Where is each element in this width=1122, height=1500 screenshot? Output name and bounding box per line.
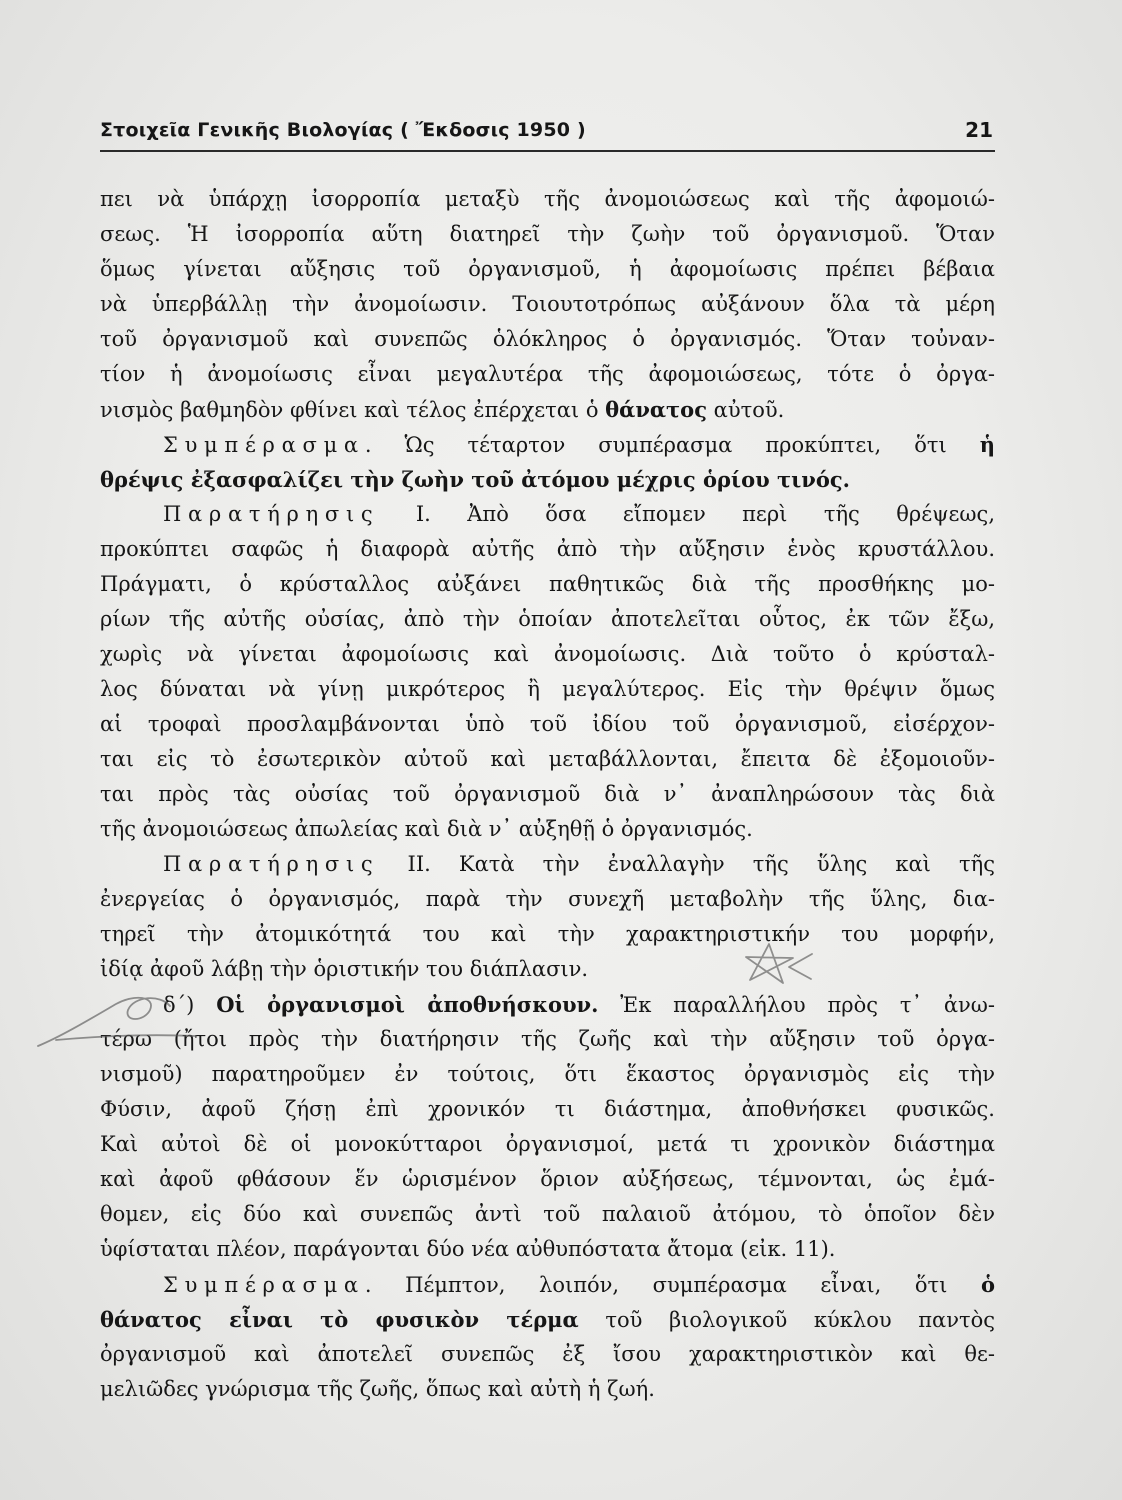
body-text xyxy=(100,182,995,1407)
text-line xyxy=(100,252,995,287)
text-line xyxy=(100,182,995,217)
text-run: ρίων τῆς αὐτῆς οὐσίας, ἀπὸ τὴν ὁποίαν ἀποτελεῖται οὗτος, ἐκ τῶν ἔξω, xyxy=(100,607,995,631)
text-run: χωρὶς νὰ γίνεται ἀφομοίωσις καὶ ἀνομοίωσις. Διὰ τοῦτο ὁ κρύσταλ- xyxy=(100,642,995,666)
text-line xyxy=(100,1197,995,1232)
text-line xyxy=(100,952,995,987)
text-run: ὅμως γίνεται αὔξησις τοῦ ὀργανισμοῦ, ἡ ἀφομοίωσις πρέπει βέβαια xyxy=(100,257,995,281)
text-line xyxy=(100,917,995,952)
text-run: ὑφίσταται πλέον, παράγονται δύο νέα αὐθυπόστατα ἄτομα (εἰκ. 11). xyxy=(100,1237,836,1261)
text-run: προκύπτει σαφῶς ἡ διαφορὰ αὐτῆς ἀπὸ τὴν αὔξησιν ἑνὸς κρυστάλλου. xyxy=(100,537,995,561)
spaced-heading-text: Παρατήρησις xyxy=(163,502,380,526)
text-line xyxy=(100,812,995,847)
text-run: Καὶ αὐτοὶ δὲ οἱ μονοκύτταροι ὀργανισμοί, μετά τι χρονικὸν διάστημα xyxy=(100,1132,995,1156)
page-number: 21 xyxy=(965,118,993,142)
text-line xyxy=(100,427,995,462)
text-run: ἐνεργείας ὁ ὀργανισμός, παρὰ τὴν συνεχῆ μεταβολὴν τῆς ὕλης, δια- xyxy=(100,887,995,911)
text-line xyxy=(100,602,995,637)
text-run: ται εἰς τὸ ἐσωτερικὸν αὐτοῦ καὶ μεταβάλλονται, ἔπειτα δὲ ἐξομοιοῦν- xyxy=(100,747,995,771)
text-line xyxy=(100,1057,995,1092)
text-run: πει νὰ ὑπάρχῃ ἰσορροπία μεταξὺ τῆς ἀνομοιώσεως καὶ τῆς ἀφομοιώ- xyxy=(100,187,995,211)
spaced-heading-text: Συμπέρασμα xyxy=(163,1273,365,1297)
bold-text: θάνατος xyxy=(605,397,707,422)
text-line xyxy=(100,1302,995,1337)
text-run: . Πέμπτον, λοιπόν, συμπέρασμα εἶναι, ὅτι xyxy=(364,1273,981,1297)
header-rule xyxy=(100,150,995,152)
text-run: λος δύναται νὰ γίνῃ μικρότερος ἢ μεγαλύτερος. Εἰς τὴν θρέψιν ὅμως xyxy=(100,677,995,701)
text-line xyxy=(100,672,995,707)
text-line xyxy=(100,322,995,357)
text-run: τίον ἡ ἀνομοίωσις εἶναι μεγαλυτέρα τῆς ἀφομοιώσεως, τότε ὁ ὀργα- xyxy=(100,362,995,386)
text-run: Ἐκ παραλλήλου πρὸς τ᾿ ἀνω- xyxy=(598,993,995,1017)
text-run: τέρω (ἤτοι πρὸς τὴν διατήρησιν τῆς ζωῆς καὶ τὴν αὔξησιν τοῦ ὀργα- xyxy=(100,1027,995,1051)
bold-text: θρέψις ἐξασφαλίζει τὴν ζωὴν τοῦ ἀτόμου μέχρις ὁρίου τινός. xyxy=(100,467,850,492)
text-run: νισμὸς βαθμηδὸν φθίνει καὶ τέλος ἐπέρχεται ὁ xyxy=(100,398,606,422)
text-run: ὀργανισμοῦ καὶ ἀποτελεῖ συνεπῶς ἐξ ἴσου χαρακτηριστικὸν καὶ θε- xyxy=(100,1342,995,1366)
text-line xyxy=(100,742,995,777)
text-line xyxy=(100,707,995,742)
text-run: τηρεῖ τὴν ἀτομικότητά του καὶ τὴν χαρακτηριστικήν του μορφήν, xyxy=(100,922,995,946)
spaced-heading-text: Συμπέρασμα xyxy=(163,433,365,457)
text-run: τοῦ ὀργανισμοῦ καὶ συνεπῶς ὁλόκληρος ὁ ὀργανισμός. Ὅταν τοὐναν- xyxy=(100,327,995,351)
text-line xyxy=(100,777,995,812)
text-run: ΙΙ. Κατὰ τὴν ἐναλλαγὴν τῆς ὕλης καὶ τῆς xyxy=(379,852,995,876)
spaced-heading-text: Παρατήρησις xyxy=(163,852,380,876)
text-line xyxy=(100,847,995,882)
paragraph xyxy=(100,1267,995,1407)
text-run: Φύσιν, ἀφοῦ ζήσῃ ἐπὶ χρονικόν τι διάστημα, ἀποθνήσκει φυσικῶς. xyxy=(100,1097,995,1121)
text-line xyxy=(100,1092,995,1127)
text-line xyxy=(100,637,995,672)
text-run: μελιῶδες γνώρισμα τῆς ζωῆς, ὅπως καὶ αὐτὴ ἡ ζωή. xyxy=(100,1377,655,1401)
text-run: τῆς ἀνομοιώσεως ἀπωλείας καὶ διὰ ν᾿ αὐξηθῇ ὁ ὀργανισμός. xyxy=(100,817,753,841)
text-line xyxy=(100,287,995,322)
text-line xyxy=(100,1022,995,1057)
text-run: ἰδίᾳ ἀφοῦ λάβῃ τὴν ὁριστικήν του διάπλασιν. xyxy=(100,957,589,981)
bold-text: ὁ xyxy=(980,1272,995,1297)
text-line xyxy=(100,1232,995,1267)
text-line xyxy=(100,987,995,1022)
text-run: ται πρὸς τὰς οὐσίας τοῦ ὀργανισμοῦ διὰ ν᾿ ἀναπληρώσουν τὰς διὰ xyxy=(100,782,995,806)
text-line xyxy=(100,1372,995,1407)
text-line xyxy=(100,532,995,567)
text-line xyxy=(100,1162,995,1197)
text-run: δ΄) xyxy=(163,993,217,1017)
text-line xyxy=(100,1337,995,1372)
header-title: Στοιχεῖα Γενικῆς Βιολογίας ( Ἔκδοσις 1950 ) xyxy=(100,119,586,141)
text-run: αἱ τροφαὶ προσλαμβάνονται ὑπὸ τοῦ ἰδίου τοῦ ὀργανισμοῦ, εἰσέρχον- xyxy=(100,712,995,736)
paragraph xyxy=(100,987,995,1267)
bold-text: θάνατος εἶναι τὸ φυσικὸν τέρμα xyxy=(100,1307,579,1332)
text-run: αὐτοῦ. xyxy=(706,398,785,422)
paragraph xyxy=(100,427,995,497)
text-run: . Ὡς τέταρτον συμπέρασμα προκύπτει, ὅτι xyxy=(364,433,980,457)
running-header xyxy=(100,112,995,148)
bold-text: Οἱ ὀργανισμοὶ ἀποθνήσκουν. xyxy=(216,992,599,1017)
text-run: νὰ ὑπερβάλλῃ τὴν ἀνομοίωσιν. Τοιουτοτρόπως αὐξάνουν ὅλα τὰ μέρη xyxy=(100,292,995,316)
text-line xyxy=(100,1127,995,1162)
bold-text: ἡ xyxy=(979,432,995,457)
text-run: Ι. Ἀπὸ ὅσα εἴπομεν περὶ τῆς θρέψεως, xyxy=(379,502,995,526)
text-run: θομεν, εἰς δύο καὶ συνεπῶς ἀντὶ τοῦ παλαιοῦ ἀτόμου, τὸ ὁποῖον δὲν xyxy=(100,1202,995,1226)
text-line xyxy=(100,217,995,252)
text-line xyxy=(100,567,995,602)
text-run: νισμοῦ) παρατηροῦμεν ἐν τούτοις, ὅτι ἕκαστος ὀργανισμὸς εἰς τὴν xyxy=(100,1062,995,1086)
text-line xyxy=(100,392,995,427)
text-line xyxy=(100,462,995,497)
paragraph xyxy=(100,182,995,427)
text-run: τοῦ βιολογικοῦ κύκλου παντὸς xyxy=(578,1308,995,1332)
text-line xyxy=(100,357,995,392)
text-run: Πράγματι, ὁ κρύσταλλος αὐξάνει παθητικῶς διὰ τῆς προσθήκης μο- xyxy=(100,572,995,596)
paragraph xyxy=(100,497,995,847)
text-line xyxy=(100,882,995,917)
text-line xyxy=(100,497,995,532)
text-run: καὶ ἀφοῦ φθάσουν ἕν ὡρισμένον ὅριον αὐξήσεως, τέμνονται, ὡς ἐμά- xyxy=(100,1167,995,1191)
paragraph xyxy=(100,847,995,987)
text-line xyxy=(100,1267,995,1302)
text-run: σεως. Ἡ ἰσορροπία αὕτη διατηρεῖ τὴν ζωὴν τοῦ ὀργανισμοῦ. Ὅταν xyxy=(100,222,995,246)
